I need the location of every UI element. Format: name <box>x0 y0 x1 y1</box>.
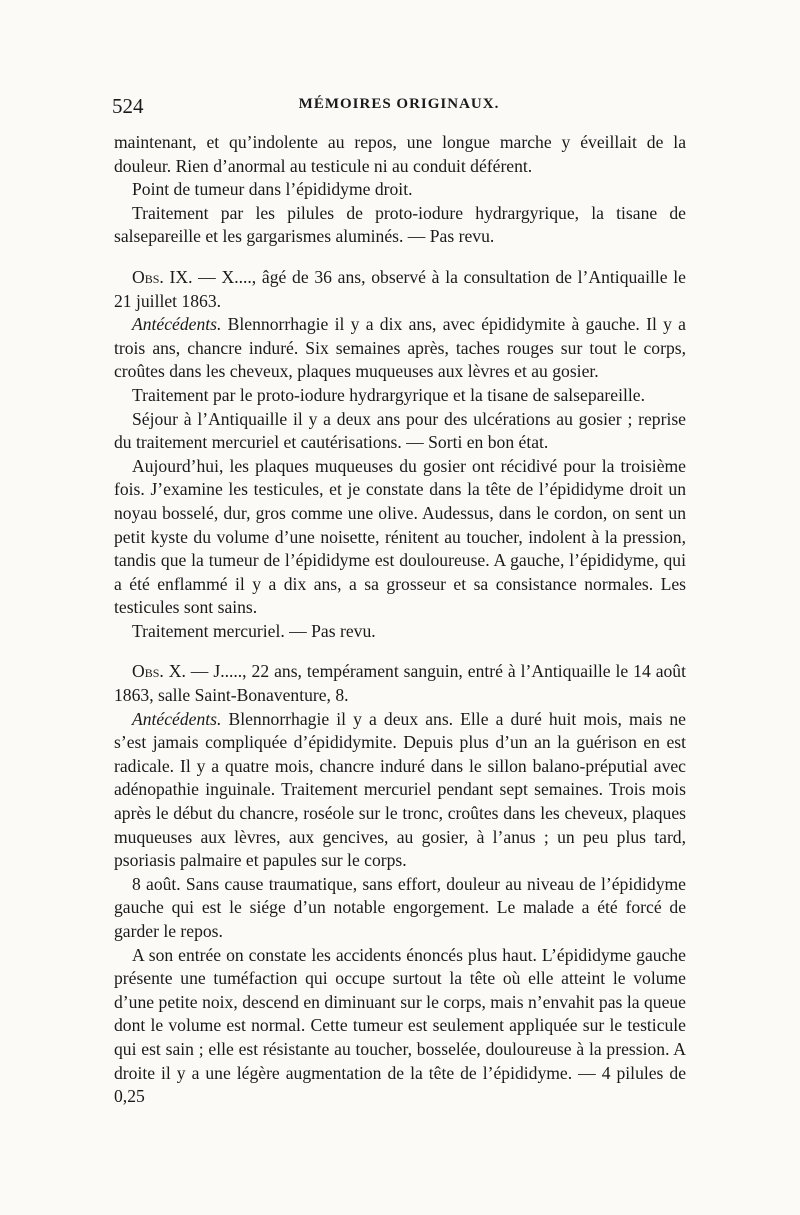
antecedents-label: Antécédents. <box>132 314 222 335</box>
paragraph-sejour: Séjour à l’Antiquaille il y a deux ans pour des ulcérations au gosier ; reprise du traitement mercuriel et cautérisations. — Sorti en bon état. <box>114 408 686 453</box>
body-text <box>114 131 686 1109</box>
page-number: 524 <box>112 94 144 118</box>
paragraph-obs-x: Obs. X. — J....., 22 ans, tempérament sanguin, entré à l’Antiquaille le 14 août 1863, salle Saint-Bonaventure, 8. <box>114 661 686 706</box>
page-header <box>112 94 686 122</box>
paragraph-entree: A son entrée on constate les accidents énoncés plus haut. L’épididyme gauche présente une tuméfaction qui occupe surtout la tête où elle atteint le volume d’une petite noix, descend en diminuant sur le corps, mais n’envahit pas la queue dont le volume est normal. Cette tumeur est seulement appliquée sur le testicule qui est sain ; elle est résistante au toucher, bosselée, douloureuse à la pression. A droite il y a une légère augmentation de la tête de l’épididyme. — 4 pilules de 0,25 <box>114 944 686 1107</box>
obs-heading: Obs. IX. <box>132 266 193 287</box>
paragraph-no-tumor: Point de tumeur dans l’épididyme droit. <box>132 179 413 200</box>
paragraph-continuation: maintenant, et qu’indolente au repos, une longue marche y éveillait de la douleur. Rien d’anormal au testicule ni au conduit déférent. <box>114 132 686 176</box>
paragraph-8-aout: 8 août. Sans cause traumatique, sans effort, douleur au niveau de l’épididyme gauche qui est le siége d’un notable engorgement. Le malade a été forcé de garder le repos. <box>114 873 686 941</box>
paragraph-aujourdhui: Aujourd’hui, les plaques muqueuses du gosier ont récidivé pour la troisième fois. J’examine les testicules, et je constate dans la tête de l’épididyme droit un noyau bosselé, dur, gros comme une olive. Audessus, dans le cordon, on sent un petit kyste du volume d’une noisette, rénitent au toucher, indolent à la pression, tandis que la tumeur de l’épididyme est douloureuse. A gauche, l’épididyme, qui a été enflammé il y a dix ans, a sa grosseur et sa consistance normales. Les testicules sont sains. <box>114 455 686 618</box>
antecedents-label: Antécédents. <box>132 708 222 729</box>
paragraph-treatment-mercuriel: Traitement mercuriel. — Pas revu. <box>132 620 376 641</box>
running-title: MÉMOIRES ORIGINAUX. <box>298 96 500 112</box>
paragraph-antecedents-x: Antécédents. Blennorrhagie il y a deux ans. Elle a duré huit mois, mais ne s’est jamais compliquée d’épididymite. Depuis plus d’un an la guérison en est radicale. Il y a quatre mois, chancre induré dans le sillon balano-préputial avec adénopathie inguinale. Traitement mercuriel pendant sept semaines. Trois mois après le début du chancre, roséole sur le tronc, croûtes dans les cheveux, plaques muqueuses aux lèvres, aux gencives, au gosier, à l’anus ; un peu plus tard, psoriasis palmaire et papules sur le corps. <box>114 708 686 871</box>
paragraph-treatment-1: Traitement par les pilules de proto-iodure hydrargyrique, la tisane de salsepareille et les gargarismes aluminés. — Pas revu. <box>114 202 686 247</box>
paragraph-treatment-ix: Traitement par le proto-iodure hydrargyrique et la tisane de salsepareille. <box>132 384 645 405</box>
obs-heading: Obs. X. <box>132 661 186 682</box>
paragraph-obs-ix: Obs. IX. — X...., âgé de 36 ans, observé à la consultation de l’Antiquaille le 21 juillet 1863. <box>114 266 686 311</box>
paragraph-antecedents-ix: Antécédents. Blennorrhagie il y a dix ans, avec épididymite à gauche. Il y a trois ans, chancre induré. Six semaines après, taches rouges sur tout le corps, croûtes dans les cheveux, plaques muqueuses aux lèvres et au gosier. <box>114 314 686 382</box>
